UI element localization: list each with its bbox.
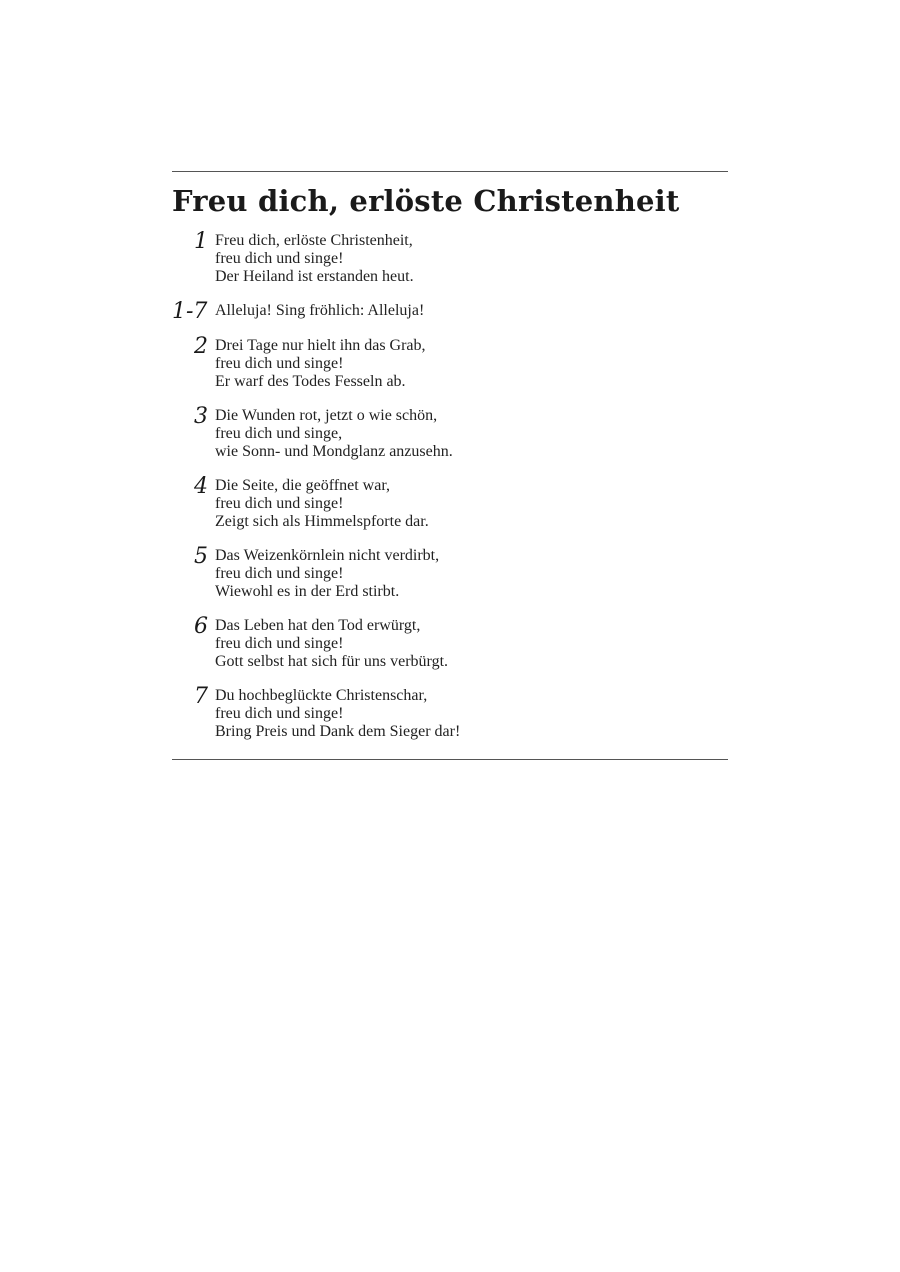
- verse-lines: [215, 547, 439, 601]
- verse-6: [172, 614, 728, 671]
- verse-lines: [215, 407, 453, 461]
- verse-lines: [215, 687, 460, 741]
- verse-line: Freu dich, erlöste Christenheit,: [215, 232, 413, 249]
- verse-line: freu dich und singe!: [215, 495, 344, 512]
- verse-number: 3: [194, 404, 208, 429]
- verse-line: freu dich und singe!: [215, 565, 344, 582]
- verse-lines: [215, 477, 429, 531]
- verse-line: Bring Preis und Dank dem Sieger dar!: [215, 723, 461, 740]
- verse-list: [172, 229, 728, 741]
- verse-line: freu dich und singe!: [215, 250, 344, 267]
- verse-4: [172, 474, 728, 531]
- verse-2: [172, 334, 728, 391]
- top-rule: [172, 171, 728, 172]
- song-title: Freu dich, erlöste Christenheit: [172, 184, 680, 218]
- verse-line: Zeigt sich als Himmelspforte dar.: [215, 513, 429, 530]
- verse-number: 1: [194, 229, 208, 254]
- verse-lines: [215, 337, 426, 391]
- refrain: [172, 299, 728, 324]
- verse-line: Das Leben hat den Tod erwürgt,: [215, 617, 421, 634]
- verse-number: 7: [194, 684, 208, 709]
- verse-7: [172, 684, 728, 741]
- verse-number: 2: [194, 334, 208, 359]
- verse-lines: [215, 232, 414, 286]
- song-page: [172, 171, 728, 760]
- verse-lines: [215, 617, 448, 671]
- verse-lines: [215, 302, 424, 320]
- verse-line: Drei Tage nur hielt ihn das Grab,: [215, 337, 426, 354]
- verse-line: wie Sonn- und Mondglanz anzusehn.: [215, 443, 453, 460]
- verse-5: [172, 544, 728, 601]
- refrain-number: 1-7: [172, 299, 208, 324]
- verse-3: [172, 404, 728, 461]
- verse-line: Gott selbst hat sich für uns verbürgt.: [215, 653, 449, 670]
- verse-line: Wiewohl es in der Erd stirbt.: [215, 583, 400, 600]
- verse-line: Der Heiland ist erstanden heut.: [215, 268, 414, 285]
- verse-number: 5: [194, 544, 208, 569]
- verse-number: 6: [194, 614, 208, 639]
- verse-line: Die Seite, die geöffnet war,: [215, 477, 390, 494]
- verse-line: Er warf des Todes Fesseln ab.: [215, 373, 406, 390]
- verse-line: Das Weizenkörnlein nicht verdirbt,: [215, 547, 440, 564]
- bottom-rule: [172, 759, 728, 760]
- verse-number: 4: [194, 474, 208, 499]
- verse-line: freu dich und singe!: [215, 635, 344, 652]
- verse-1: [172, 229, 728, 286]
- verse-line: freu dich und singe!: [215, 705, 344, 722]
- verse-line: freu dich und singe,: [215, 425, 343, 442]
- verse-line: Du hochbeglückte Christenschar,: [215, 687, 428, 704]
- verse-line: Alleluja! Sing fröhlich: Alleluja!: [215, 302, 425, 319]
- verse-line: Die Wunden rot, jetzt o wie schön,: [215, 407, 438, 424]
- verse-line: freu dich und singe!: [215, 355, 344, 372]
